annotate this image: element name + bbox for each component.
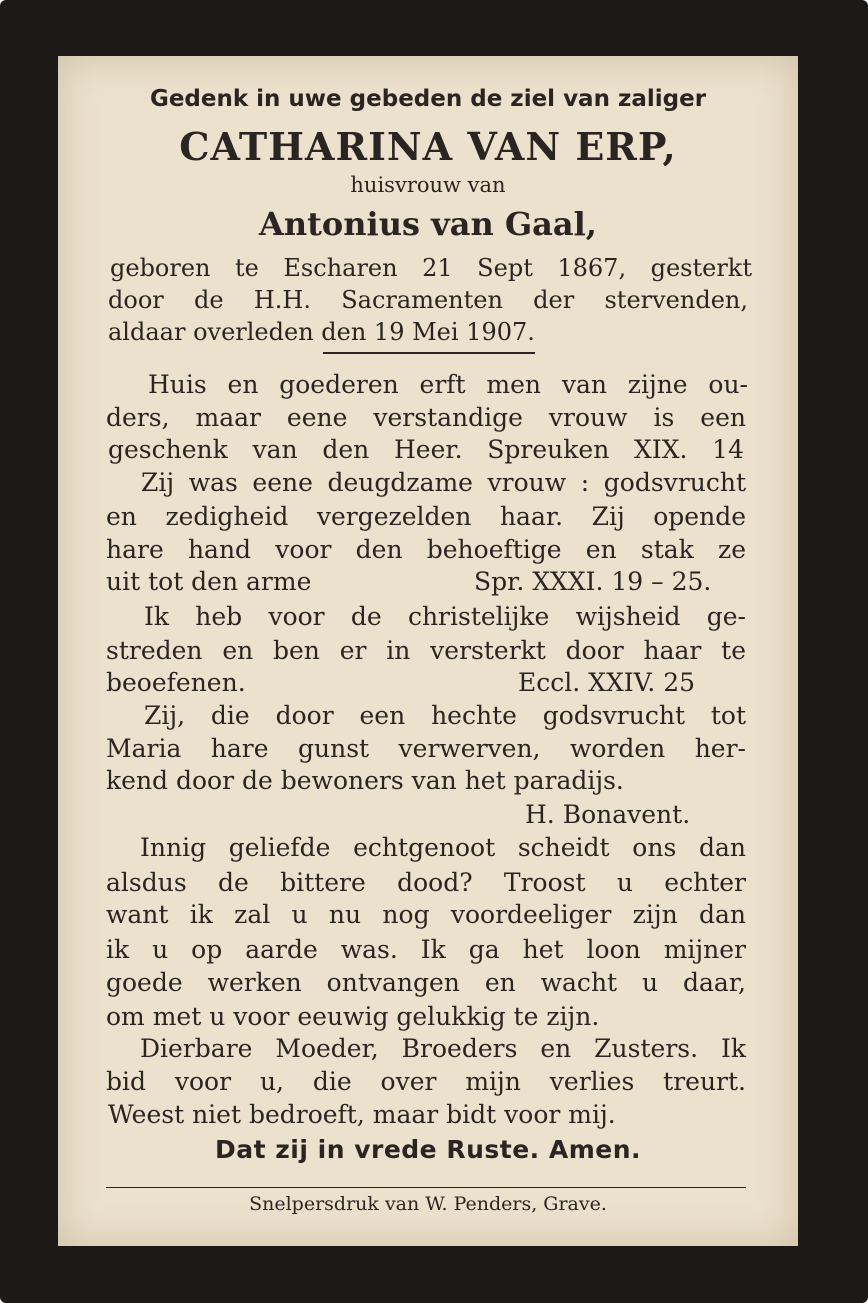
text-line: ik u op aarde was. Ik ga het loon mijner xyxy=(106,935,746,964)
relation-line: huisvrouw van xyxy=(350,173,506,197)
sacrament-line: door de H.H. Sacramenten der stervenden, xyxy=(108,286,748,314)
quote3-last-line: kend door de bewoners van het paradijs. xyxy=(106,766,624,795)
text-line: want ik zal u nu nog voordeeliger zijn dan xyxy=(106,900,746,929)
text-line: Ik heb voor de christelijke wijsheid ge- xyxy=(144,602,746,631)
birth-line: geboren te Escharen 21 Sept 1867, gesterkt xyxy=(110,254,752,282)
printer-credit: Snelpersdruk van W. Penders, Grave. xyxy=(249,1193,607,1215)
ref3-source: H. Bonavent. xyxy=(525,800,691,829)
text-line: Maria hare gunst verwerven, worden her- xyxy=(106,734,746,763)
text-line: Innig geliefde echtgenoot scheidt ons dan xyxy=(140,833,746,862)
ref1-source: Spr. XXXI. 19 – 25. xyxy=(474,567,712,596)
ref2-source: Eccl. XXIV. 25 xyxy=(518,668,696,697)
text-line: alsdus de bittere dood? Troost u echter xyxy=(106,868,746,897)
text-line: streden en ben er in versterkt door haar te xyxy=(106,636,746,665)
eternal-line: om met u voor eeuwig gelukkig te zijn. xyxy=(106,1002,600,1031)
ref1-text: uit tot den arme xyxy=(106,567,312,596)
text-line: Huis en goederen erft men van zijne ou- xyxy=(148,370,748,399)
header-line: Gedenk in uwe gebeden de ziel van zaliger xyxy=(149,86,707,112)
text-line: goede werken ontvangen en wacht u daar, xyxy=(106,968,746,997)
ref2-text: beoefenen. xyxy=(106,668,246,697)
text-line: en zedigheid vergezelden haar. Zij opende xyxy=(106,502,746,531)
text-line: ders, maar eene verstandige vrouw is een xyxy=(106,403,746,432)
death-line: aldaar overleden den 19 Mei 1907. xyxy=(108,318,535,346)
card-paper xyxy=(58,56,798,1246)
grieve-line: Weest niet bedroeft, maar bidt voor mij. xyxy=(108,1100,616,1129)
text-line: Zij was eene deugdzame vrouw : godsvrucht xyxy=(141,468,746,497)
deceased-name: CATHARINA VAN ERP, xyxy=(179,124,677,169)
text-line: Zij, die door een hechte godsvrucht tot xyxy=(144,701,746,730)
closing-line: Dat zij in vrede Ruste. Amen. xyxy=(214,1135,642,1164)
footer-divider xyxy=(106,1187,746,1188)
spouse-name: Antonius van Gaal, xyxy=(259,205,597,243)
text-line: Dierbare Moeder, Broeders en Zusters. Ik xyxy=(140,1034,746,1063)
title-divider xyxy=(323,352,535,354)
text-line: hare hand voor den behoeftige en stak ze xyxy=(106,535,746,564)
text-line: bid voor u, die over mijn verlies treurt. xyxy=(106,1067,746,1096)
text-line: geschenk van den Heer. Spreuken XIX. 14 xyxy=(108,435,744,464)
